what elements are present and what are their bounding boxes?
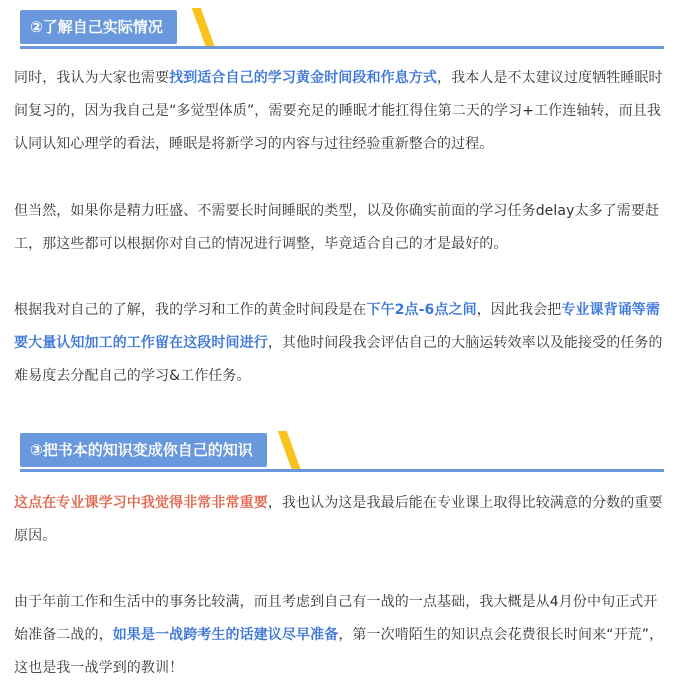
paragraph-text: ，其他时间段我会评估自己的大脑运转效率以及能接受的任务的难易度去分配自己的学习&工作任务。 (14, 335, 663, 384)
section-title-3: ③把书本的知识变成你自己的知识 (20, 433, 267, 467)
paragraph-sleep-schedule (14, 62, 670, 161)
highlight-text: 找到适合自己的学习黄金时间段和作息方式 (169, 70, 438, 86)
paragraph-early-prep (14, 586, 670, 685)
highlight-text: 专业课背诵等需要大量认知加工的工作留在这段时间进行 (14, 302, 661, 351)
highlight-text-red: 这点在专业课学习中我觉得非常非常重要 (14, 495, 268, 511)
header-underline (20, 46, 664, 49)
paragraph-text: 但当然，如果你是精力旺盛、不需要长时间睡眠的类型，以及你确实前面的学习任务delay太多了需要赶工，那这些都可以根据你对自己的情况进行调整，毕竟适合自己的才是最好的。 (14, 203, 660, 252)
highlight-text: 如果是一战跨考生的话建议尽早准备 (112, 627, 339, 643)
paragraph-knowledge-importance (14, 487, 670, 553)
paragraph-text: ，第一次啃陌生的知识点会花费很长时间来“开荒”，这也是我一战学到的教训！ (14, 627, 664, 676)
section-header-3 (12, 433, 664, 471)
header-underline (20, 469, 664, 472)
paragraph-text: ，我本人是不太建议过度牺牲睡眠时间复习的，因为我自己是“多觉型体质”，需要充足的睡眠才能扛得住第二天的学习+工作连轴转，而且我认同认知心理学的看法，睡眠是将新学习的内容与过往经验重新整合的过程。 (14, 70, 663, 152)
highlight-text: 下午2点-6点之间 (366, 302, 477, 318)
paragraph-adjust-note (14, 195, 670, 261)
paragraph-text: ，我也认为这是我最后能在专业课上取得比较满意的分数的重要原因。 (14, 495, 663, 544)
section-title-2: ②了解自己实际情况 (20, 10, 177, 44)
paragraph-golden-hours (14, 294, 670, 393)
paragraph-text: 同时，我认为大家也需要 (14, 70, 170, 86)
paragraph-text: 由于年前工作和生活中的事务比较满，而且考虑到自己有一战的一点基础，我大概是从4月份中旬正式开始准备二战的， (14, 594, 658, 643)
paragraph-text: 根据我对自己的了解，我的学习和工作的黄金时间段是在 (14, 302, 367, 318)
paragraph-text: ，因此我会把 (476, 302, 562, 318)
section-header-2 (12, 10, 664, 48)
